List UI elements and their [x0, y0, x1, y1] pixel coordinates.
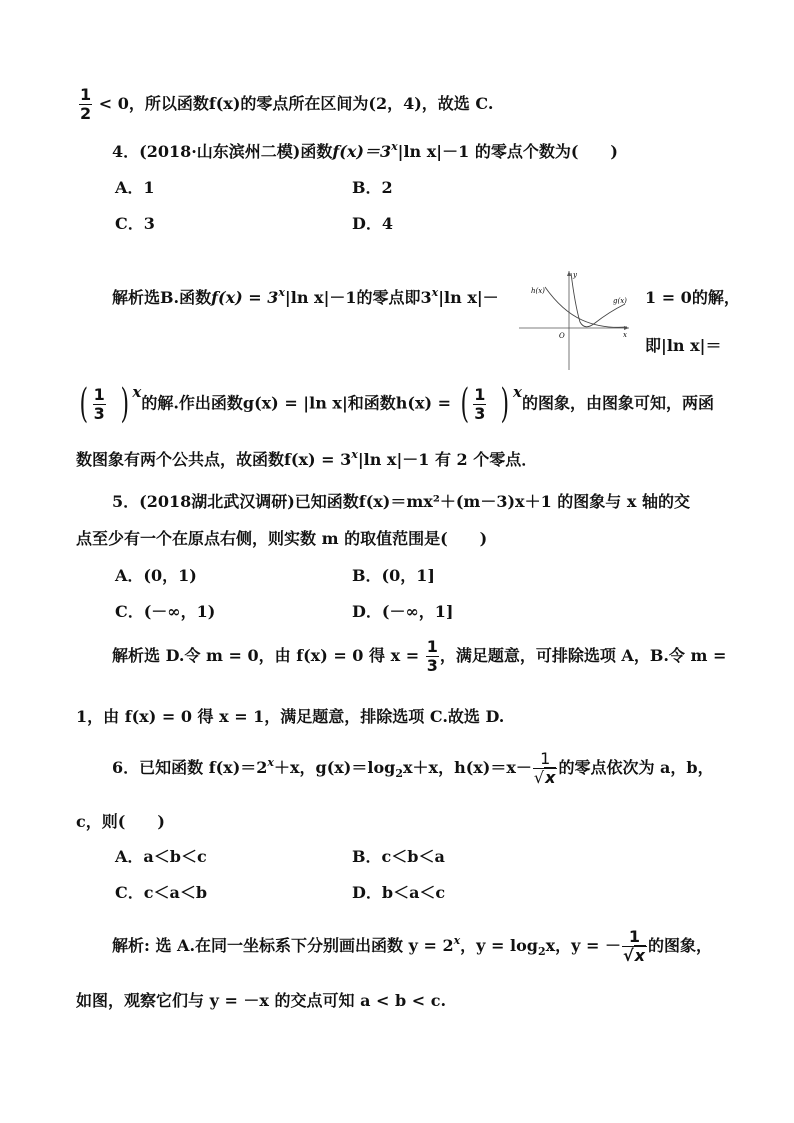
q4-option-a: A．1	[115, 178, 155, 197]
h-curve	[545, 287, 627, 327]
q5-stem-line1: 5．(2018湖北武汉调研)已知函数f(x)＝mx²＋(m－3)x＋1 的图象与 x 轴的交	[112, 492, 690, 511]
q4-function-graph	[517, 265, 635, 373]
fraction-inv-sqrt-2: $\frac{1}{√x}$	[623, 927, 645, 965]
fraction-third: $\frac{1}{3}$	[93, 384, 105, 423]
q5-option-c: C．(－∞，1)	[115, 602, 216, 621]
q5-option-d: D．(－∞，1]	[352, 602, 454, 621]
q4-option-b: B．2	[352, 178, 393, 197]
q4-option-d: D．4	[352, 214, 394, 233]
q5-option-b: B．(0，1]	[352, 566, 435, 585]
origin-label: O	[559, 332, 565, 340]
top-text: < 0，所以函数f(x)的零点所在区间为(2，4)，故选 C.	[98, 94, 494, 113]
q4-solution-line1: 解析选B.函数$f(x) = 3^x|\ln$ x|－1的零点即3$^x$|ln x|－	[112, 286, 499, 307]
q6-option-b: B．c＜b＜a	[352, 847, 445, 866]
q5-solution-line2: 1，由 f(x) = 0 得 x = 1，满足题意，排除选项 C.故选 D.	[76, 707, 505, 726]
fraction-inv-sqrt: $\frac{1}{√x}$	[533, 749, 556, 787]
q6-option-d: D．b＜a＜c	[352, 883, 446, 902]
y-label: y	[573, 271, 577, 279]
q5-option-a: A．(0，1)	[115, 566, 197, 585]
g-label: g(x)	[613, 297, 627, 305]
q6-stem-line1: 6．已知函数 $f(x)=2^x+x$，$g(x)=\log_2x+x$，h(x)＝x－ $\frac{1}{√x}$ 的零点依次为 a，b，	[112, 749, 714, 787]
y-axis-arrow	[567, 271, 571, 276]
q6-option-a: A．a＜b＜c	[115, 847, 207, 866]
q6-solution-line2: 如图，观察它们与 y = －x 的交点可知 a < b < c.	[76, 991, 447, 1010]
q6-solution-line1: 解析: 选 A.在同一坐标系下分别画出函数 $y = 2^x$，$y = \log_2x$，y = － $\frac{1}{√x}$ 的图象，	[112, 927, 713, 965]
top-line	[78, 86, 493, 123]
q5-stem-line2: 点至少有一个在原点右侧，则实数 m 的取值范围是( )	[76, 529, 488, 548]
q4-solution-line4: 数图象有两个公共点，故函数$f(x) = 3^x|\ln$ x|－1 有 2 个零点．	[76, 448, 538, 469]
fraction-third-q5: $\frac{1}{3}$	[426, 637, 438, 675]
q4-solution-line3: ( $\frac{1}{3}$ ) x的解.作出函数g(x) = |ln x|和函数h(x) = ( $\frac{1}{3}$ ) x的图象，由图象可知，两函	[79, 381, 714, 427]
sqrt-symbol: √x	[533, 768, 556, 787]
q4-stem: 4．(2018·山东滨州二模)函数$f(x)=3^x|\ln$ x|－1 的零点个数为( )	[112, 140, 618, 161]
sqrt-symbol-2: √x	[623, 946, 645, 965]
q4-solution-line1-end: 1 = 0的解，	[645, 288, 740, 307]
h-label: h(x)	[531, 287, 545, 295]
q5-solution-line1: 解析选 D.令 m = 0，由 f(x) = 0 得 x = $\frac{1}{3}$ ，满足题意，可排除选项 A，B.令 m =	[112, 637, 727, 675]
q4-solution-line2-end: 即|ln x|＝	[645, 336, 722, 355]
q6-option-c: C．c＜a＜b	[115, 883, 208, 902]
q6-stem-line2: c，则( )	[76, 812, 165, 831]
x-label: x	[623, 331, 627, 339]
fraction-third-2: $\frac{1}{3}$	[474, 384, 486, 423]
q4-option-c: C．3	[115, 214, 155, 233]
fraction-half: $\frac{1}{2}$	[80, 85, 92, 123]
